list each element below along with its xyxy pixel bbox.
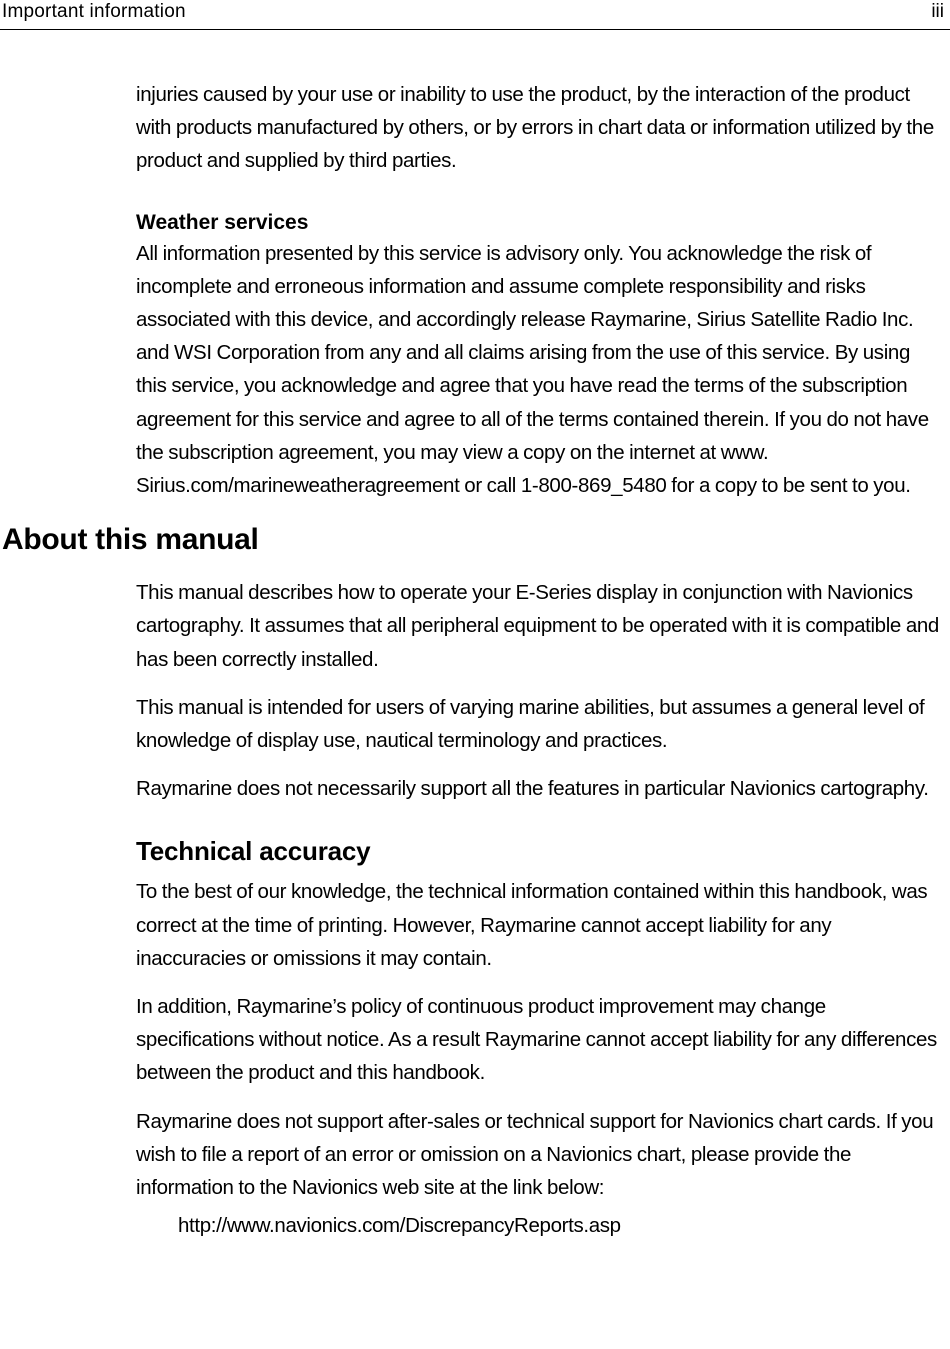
about-heading: About this manual bbox=[2, 523, 259, 557]
weather-section bbox=[136, 209, 944, 503]
about-section bbox=[0, 522, 950, 805]
page-number: iii bbox=[931, 1, 944, 22]
running-header-title: Important information bbox=[2, 1, 186, 22]
discrepancy-report-link[interactable]: http://www.navionics.com/DiscrepancyReports.asp bbox=[178, 1214, 621, 1238]
about-paragraph-3: Raymarine does not necessarily support all the features in particular Navionics cartography. bbox=[136, 777, 929, 801]
about-paragraph-1: This manual describes how to operate your E-Series display in conjunction with Navionics cartography. It assumes that all peripheral equipment to be operated with it is compatible and has been correctly installed. bbox=[136, 581, 939, 671]
weather-paragraph: All information presented by this service is advisory only. You acknowledge the risk of incomplete and erroneous information and assume complete responsibility and risks associated with this device, and accordingly release Raymarine, Sirius Satellite Radio Inc. and WSI Corporation from any and all claims arising from the use of this service. By using this service, you acknowledge and agree that you have read the terms of the subscription agreement for this service and agree to all of the terms contained therein. If you do not have the subscription agreement, you may view a copy on the internet at www. Sirius.com/marineweatheragreement or call 1-800-869_5480 for a copy to be sent to you. bbox=[136, 241, 929, 498]
intro-section bbox=[136, 78, 944, 178]
page-body bbox=[0, 78, 950, 1242]
technical-paragraph-1: To the best of our knowledge, the technical information contained within this handbook, was correct at the time of printing. However, Raymarine cannot accept liability for any inaccuracies or omissions it may contain. bbox=[136, 880, 928, 970]
technical-section bbox=[136, 835, 944, 1204]
page-header bbox=[0, 0, 950, 30]
technical-paragraph-3: Raymarine does not support after-sales or technical support for Navionics chart cards. If you wish to file a report of an error or omission on a Navionics chart, please provide the information to the Navionics web site at the link below: bbox=[136, 1109, 934, 1200]
intro-paragraph: injuries caused by your use or inability to use the product, by the interaction of the product with products manufactured by others, or by errors in chart data or information utilized by the product and supplied by third parties. bbox=[136, 83, 934, 173]
technical-paragraph-2: In addition, Raymarine’s policy of continuous product improvement may change specifications without notice. As a result Raymarine cannot accept liability for any differences between the product and this handbook. bbox=[136, 995, 937, 1085]
about-paragraph-2: This manual is intended for users of varying marine abilities, but assumes a general level of knowledge of display use, nautical terminology and practices. bbox=[136, 695, 925, 753]
technical-heading: Technical accuracy bbox=[136, 836, 371, 867]
weather-heading: Weather services bbox=[136, 210, 309, 234]
